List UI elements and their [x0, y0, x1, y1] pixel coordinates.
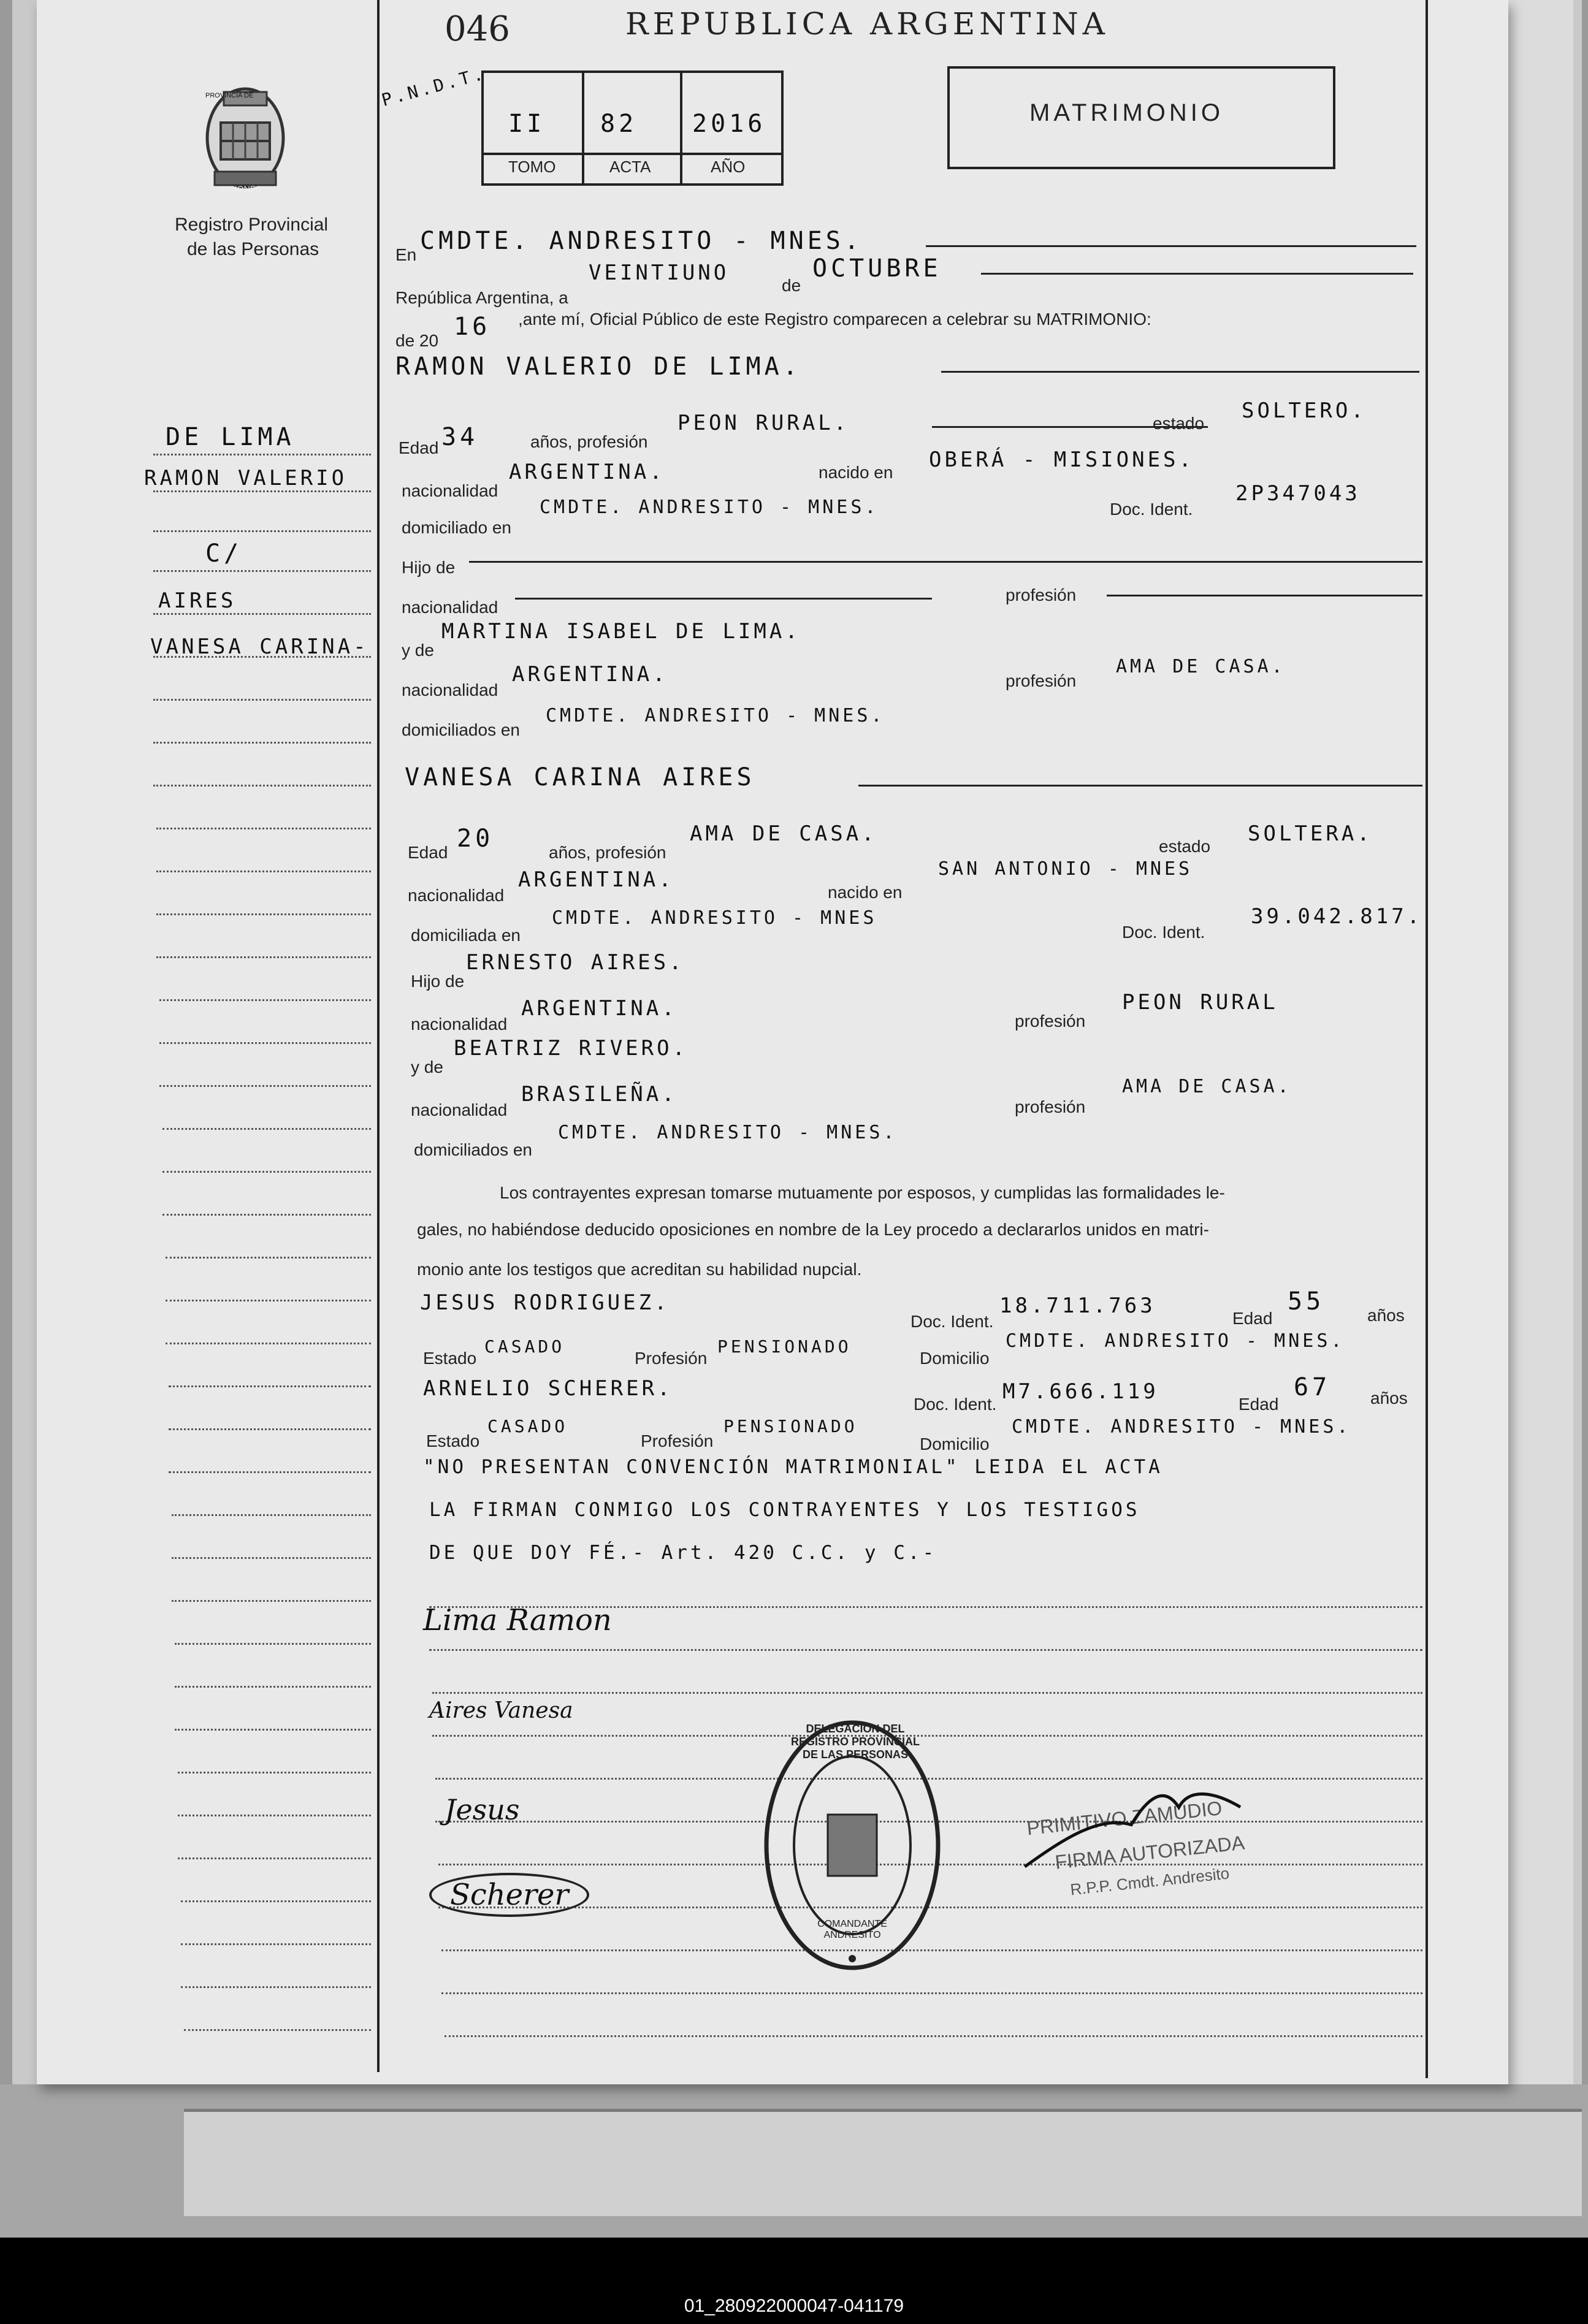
edad-label: Edad: [399, 438, 439, 457]
margin-line: [153, 656, 371, 658]
fill-line: [858, 785, 1422, 787]
folio-number: 046: [445, 9, 510, 49]
bride-mother-profession: AMA DE CASA.: [1122, 1076, 1292, 1097]
margin-line: [153, 490, 371, 492]
witness2-profession: PENSIONADO: [723, 1416, 858, 1436]
hijo-de-label: Hijo de: [402, 558, 456, 577]
registry-name: Registro Provincial: [175, 215, 329, 235]
anos-profesion-label: años, profesión: [530, 432, 648, 451]
margin-line: [156, 871, 371, 872]
groom-mother: MARTINA ISABEL DE LIMA.: [441, 619, 801, 644]
note-line: "NO PRESENTAN CONVENCIÓN MATRIMONIAL" LEIDA EL ACTA: [423, 1456, 1163, 1478]
margin-line: [175, 1686, 371, 1688]
signature-groom: Lima Ramon: [423, 1603, 612, 1637]
groom-marital-status: SOLTERO.: [1242, 398, 1367, 423]
margin-line: [184, 2029, 371, 2031]
bride-birthplace: SAN ANTONIO - MNES: [938, 858, 1193, 880]
margin-line: [156, 828, 371, 829]
groom-age: 34: [441, 423, 479, 451]
margin-line: [169, 1471, 371, 1473]
act-type-box: [947, 66, 1335, 169]
bride-name: VANESA CARINA AIRES: [405, 763, 755, 791]
anos-label: años: [1370, 1389, 1408, 1408]
registry-round-stamp: [760, 1716, 944, 1974]
year-suffix: 16: [454, 313, 491, 341]
margin-line: [156, 956, 371, 958]
bride-nationality: ARGENTINA.: [518, 867, 674, 892]
domicilio-label: Domicilio: [920, 1434, 990, 1453]
margin-line: [153, 570, 371, 572]
bride-document: 39.042.817.: [1251, 904, 1423, 929]
margin-line: [172, 1514, 371, 1516]
fill-line: [981, 273, 1413, 275]
official-stamp-office: R.P.P. Cmdt. Andresito: [1069, 1864, 1231, 1899]
signature-bride: Aires Vanesa: [429, 1698, 573, 1723]
margin-annotation: P.N.D.T.: [379, 63, 489, 111]
estado-label: estado: [1159, 837, 1211, 856]
declaration-line: monio ante los testigos que acreditan su habilidad nupcial.: [417, 1260, 862, 1279]
anos-profesion-label: años, profesión: [549, 843, 666, 862]
margin-line: [169, 1385, 371, 1387]
round-stamp-ring-text: DELEGACION DEL REGISTRO PROVINCIAL DE LAS PERSONAS: [790, 1723, 920, 1761]
place-value: CMDTE. ANDRESITO - MNES.: [420, 227, 863, 255]
margin-line: [153, 613, 371, 615]
margin-line: [169, 1428, 371, 1430]
official-stamp-name: PRIMITIVO ZAMUDIO: [1025, 1797, 1223, 1840]
month-value: OCTUBRE: [812, 254, 942, 283]
year-prefix: de 20: [395, 331, 439, 350]
domiciliados-label: domiciliados en: [414, 1140, 532, 1159]
fill-line: [515, 598, 932, 600]
edad-label: Edad: [1239, 1395, 1279, 1414]
margin-line: [181, 1900, 371, 1902]
domiciliados-label: domiciliados en: [402, 720, 520, 739]
witness2-marital-status: CASADO: [487, 1416, 568, 1436]
ruled-line: [429, 1649, 1422, 1651]
margin-line: [166, 1257, 371, 1259]
groom-parents-address: CMDTE. ANDRESITO - MNES.: [546, 705, 885, 726]
profesion-label: Profesión: [641, 1431, 714, 1450]
fill-line: [469, 561, 1422, 563]
fill-line: [926, 245, 1416, 247]
margin-line: [159, 1042, 371, 1044]
margin-line: [153, 742, 371, 744]
margin-line: [156, 913, 371, 915]
register-page: [37, 0, 1508, 2084]
fill-line: [1107, 595, 1422, 596]
registry-name-line2: de las Personas: [187, 239, 319, 259]
groom-name: RAMON VALERIO DE LIMA.: [395, 352, 801, 381]
nacionalidad-label: nacionalidad: [411, 1100, 508, 1119]
act-type: MATRIMONIO: [1029, 99, 1224, 126]
nacido-label: nacido en: [819, 463, 893, 482]
de-label: de: [782, 276, 801, 295]
margin-line: [181, 1986, 371, 1988]
margin-name-given-2: VANESA CARINA-: [150, 634, 369, 659]
groom-mother-nationality: ARGENTINA.: [512, 662, 668, 687]
bride-father-nationality: ARGENTINA.: [521, 996, 678, 1021]
bride-parents-address: CMDTE. ANDRESITO - MNES.: [558, 1122, 898, 1143]
anio-value: 2016: [692, 110, 766, 138]
margin-line: [178, 1815, 371, 1816]
margin-line: [178, 1857, 371, 1859]
witness1-document: 18.711.763: [999, 1293, 1156, 1318]
fill-line: [941, 371, 1419, 373]
nacionalidad-label: nacionalidad: [402, 481, 498, 500]
witness1-age: 55: [1288, 1287, 1325, 1316]
witness1-address: CMDTE. ANDRESITO - MNES.: [1006, 1330, 1345, 1352]
margin-line: [181, 1943, 371, 1945]
witness2-age: 67: [1294, 1373, 1331, 1401]
round-stamp-inner-text: COMANDANTE ANDRESITO: [817, 1919, 887, 1940]
tomo-label: TOMO: [508, 158, 556, 176]
bride-mother-nationality: BRASILEÑA.: [521, 1082, 678, 1107]
margin-line: [175, 1729, 371, 1731]
edad-label: Edad: [408, 843, 448, 862]
ruled-line: [441, 1992, 1422, 1994]
nacionalidad-label: nacionalidad: [408, 886, 505, 905]
margin-name-conj: C/: [205, 539, 243, 568]
margin-line: [175, 1643, 371, 1645]
country-title: REPUBLICA ARGENTINA: [625, 6, 1109, 42]
margin-name-surname: DE LIMA: [166, 423, 295, 451]
register-reference-box: [481, 70, 784, 186]
estado-label: Estado: [423, 1349, 477, 1368]
domiciliada-label: domiciliada en: [411, 926, 521, 945]
margin-name-surname-2: AIRES: [158, 589, 237, 613]
nacionalidad-label: nacionalidad: [411, 1015, 508, 1034]
margin-line: [178, 1772, 371, 1773]
groom-profession: PEON RURAL.: [678, 411, 850, 435]
book-bottom-edge: [184, 2109, 1582, 2216]
profesion-label: profesión: [1015, 1012, 1086, 1031]
bride-age: 20: [457, 825, 494, 853]
margin-line: [153, 530, 371, 532]
groom-mother-profession: AMA DE CASA.: [1116, 656, 1286, 677]
doc-ident-label: Doc. Ident.: [910, 1312, 994, 1331]
margin-line: [153, 454, 371, 455]
doc-ident-label: Doc. Ident.: [1122, 923, 1205, 942]
witness2-address: CMDTE. ANDRESITO - MNES.: [1012, 1416, 1351, 1438]
ruled-line: [445, 2035, 1422, 2037]
note-line: DE QUE DOY FÉ.- Art. 420 C.C. y C.-: [429, 1542, 937, 1564]
margin-name-given: RAMON VALERIO: [144, 466, 348, 490]
margin-rule: [377, 0, 380, 2072]
nacionalidad-label: nacionalidad: [402, 598, 498, 617]
profesion-label: profesión: [1006, 585, 1077, 604]
seal-bottom-text: MISIONES: [219, 184, 262, 194]
ante-text: ,ante mí, Oficial Público de este Registro comparecen a celebrar su MATRIMONIO:: [518, 310, 1151, 329]
profesion-label: profesión: [1006, 671, 1077, 690]
bride-marital-status: SOLTERA.: [1248, 821, 1373, 846]
hijo-de-label: Hijo de: [411, 972, 465, 991]
estado-label: estado: [1153, 414, 1205, 433]
signature-witness2: Scherer: [429, 1873, 589, 1917]
nacionalidad-label: nacionalidad: [402, 680, 498, 699]
doc-ident-label: Doc. Ident.: [1110, 500, 1193, 519]
doc-ident-label: Doc. Ident.: [914, 1395, 997, 1414]
witness1-marital-status: CASADO: [484, 1336, 565, 1357]
margin-line: [166, 1300, 371, 1301]
margin-line: [162, 1171, 371, 1173]
declaration-line: Los contrayentes expresan tomarse mutuamente por esposos, y cumplidas las formalidades le-: [500, 1183, 1225, 1202]
margin-line: [172, 1600, 371, 1602]
acta-value: 82: [600, 110, 638, 138]
republica-label: República Argentina, a: [395, 288, 568, 307]
margin-line: [166, 1343, 371, 1344]
seal-top-text: PROVINCIA DE: [205, 92, 254, 99]
margin-line: [159, 1085, 371, 1087]
y-de-label: y de: [402, 641, 434, 660]
groom-address: CMDTE. ANDRESITO - MNES.: [540, 497, 879, 518]
note-line: LA FIRMAN CONMIGO LOS CONTRAYENTES Y LOS TESTIGOS: [429, 1499, 1140, 1521]
witness2-name: ARNELIO SCHERER.: [423, 1376, 673, 1401]
bride-profession: AMA DE CASA.: [690, 821, 877, 846]
anos-label: años: [1367, 1306, 1405, 1325]
acta-label: ACTA: [609, 158, 651, 176]
margin-line: [172, 1557, 371, 1559]
domiciliado-label: domiciliado en: [402, 518, 511, 537]
profesion-label: Profesión: [635, 1349, 708, 1368]
margin-line: [162, 1214, 371, 1216]
tomo-value: II: [508, 110, 546, 138]
domicilio-label: Domicilio: [920, 1349, 990, 1368]
groom-birthplace: OBERÁ - MISIONES.: [929, 448, 1194, 472]
right-rule: [1426, 0, 1428, 2078]
profesion-label: profesión: [1015, 1097, 1086, 1116]
witness2-document: M7.666.119: [1002, 1379, 1159, 1404]
margin-line: [162, 1128, 371, 1130]
day-value: VEINTIUNO: [589, 261, 730, 285]
declaration-line: gales, no habiéndose deducido oposiciones en nombre de la Ley procedo a declararlos unidos en matri-: [417, 1220, 1209, 1239]
margin-line: [159, 999, 371, 1001]
edad-label: Edad: [1232, 1309, 1273, 1328]
bride-father-profession: PEON RURAL: [1122, 990, 1278, 1015]
groom-document: 2P347043: [1235, 481, 1361, 506]
witness1-name: JESUS RODRIGUEZ.: [420, 1290, 670, 1315]
ruled-line: [432, 1692, 1422, 1694]
en-label: En: [395, 245, 417, 264]
estado-label: Estado: [426, 1431, 480, 1450]
official-stamp: [1004, 1756, 1338, 1948]
bride-mother: BEATRIZ RIVERO.: [454, 1036, 689, 1061]
scan-caption: 01_280922000047-041179: [684, 2296, 904, 2316]
bride-address: CMDTE. ANDRESITO - MNES: [552, 907, 877, 929]
anio-label: AÑO: [711, 158, 746, 176]
witness1-profession: PENSIONADO: [717, 1336, 852, 1357]
nacido-label: nacido en: [828, 883, 903, 902]
groom-nationality: ARGENTINA.: [509, 460, 665, 484]
margin-line: [153, 785, 371, 787]
margin-line: [153, 699, 371, 701]
bride-father: ERNESTO AIRES.: [466, 950, 685, 975]
official-stamp-title: FIRMA AUTORIZADA: [1053, 1831, 1246, 1873]
y-de-label: y de: [411, 1057, 443, 1076]
signature-witness1: Jesus: [445, 1793, 520, 1826]
